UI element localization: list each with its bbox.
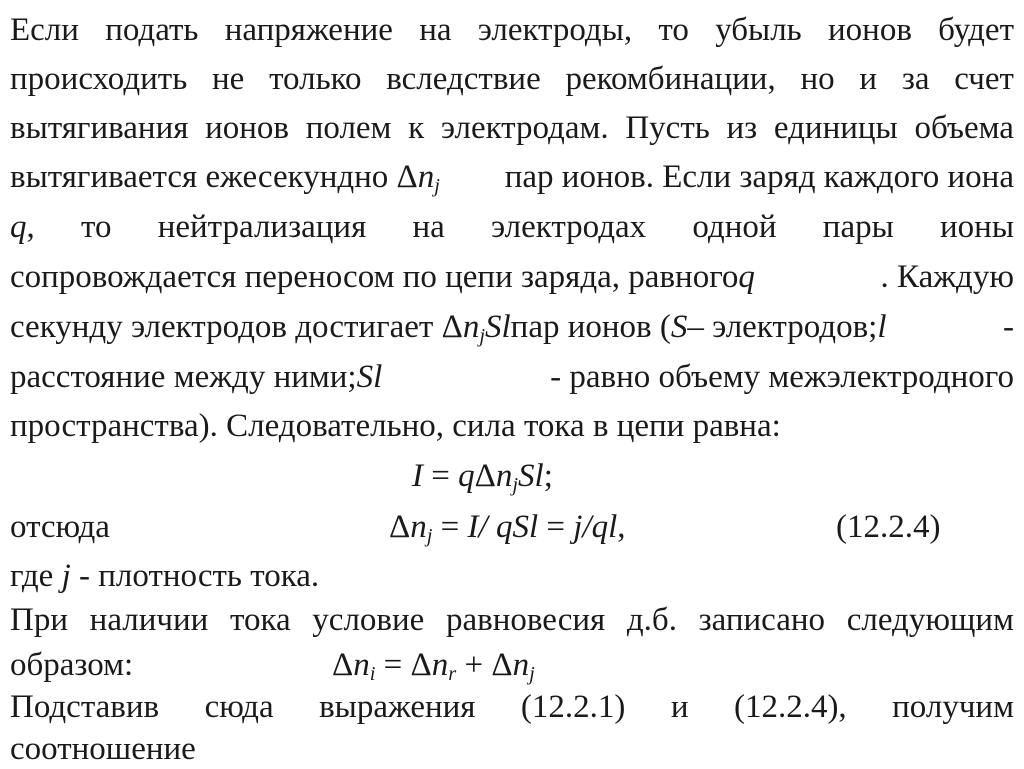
word: подать [105, 12, 199, 48]
word: к [408, 110, 425, 146]
word: объема [914, 110, 1014, 146]
formula-delta-nj: $\Delta n_j = I/$ qSl = j/ql, [389, 509, 626, 548]
word: полем [305, 110, 392, 146]
word: выражения [319, 689, 476, 725]
word: д.б. [626, 602, 677, 638]
word: При [10, 602, 68, 638]
word: не [212, 61, 245, 97]
word: записано [698, 602, 826, 638]
word: тока [229, 602, 291, 638]
text-line-6: сопровождается переносом по цепи заряда, равногоq . Каждую [10, 259, 1014, 295]
word: (12.2.4), [733, 689, 847, 725]
text-line-15 [10, 687, 1014, 727]
text-line-2 [10, 59, 1014, 99]
label-obrazom: образом: [10, 647, 134, 683]
word: и [859, 61, 878, 97]
word: рекомбинации, [565, 61, 776, 97]
word: (12.2.1) [520, 689, 626, 725]
word: Пусть [625, 110, 710, 146]
equation-number: (12.2.4) [836, 509, 941, 545]
word: равновесия [445, 602, 606, 638]
word: Подставив [10, 689, 160, 725]
label-otsyuda: отсюда [10, 509, 110, 545]
word: на [419, 12, 452, 48]
word: происходить [10, 61, 188, 97]
word: следующим [846, 602, 1014, 638]
word: и [670, 689, 689, 725]
word: будет [938, 12, 1014, 48]
text-line-4: вытягивается ежесекундно $\Delta n_j$ пар ионов. Если заряд каждого иона [10, 159, 1014, 198]
word: вследствие [386, 61, 541, 97]
word: получим [892, 689, 1014, 725]
word: наличии [89, 602, 209, 638]
text-line-7: секунду электродов достигает $\Delta n_jSlпар$ ионов (S– электродов;l - [10, 309, 1014, 348]
text-line-8: расстояние между ними;Sl - равно объему межэлектродного [10, 359, 1014, 395]
word: сюда [204, 689, 274, 725]
word: электродам. [440, 110, 609, 146]
word: ионов [828, 12, 912, 48]
formula-current: I = qΔn$_j$Sl; [412, 458, 553, 497]
word: за [901, 61, 930, 97]
word: вытягивания [10, 110, 189, 146]
text-line-13 [10, 600, 1014, 640]
word: условие [312, 602, 425, 638]
word: то [658, 12, 689, 48]
word: убыль [715, 12, 802, 48]
text-line-12: где j - плотность тока. [10, 558, 320, 594]
text-line-3 [10, 108, 1014, 148]
word: электроды, [477, 12, 633, 48]
word: единицы [773, 110, 898, 146]
text-line-16: соотношение [10, 731, 196, 767]
word: напряжение [224, 12, 393, 48]
text-line-9: пространства). Следовательно, сила тока в цепи равна: [10, 408, 781, 444]
word: счет [954, 61, 1014, 97]
word: Если [10, 12, 79, 48]
text-line-1 [10, 10, 1014, 50]
formula-balance: $\Delta n_i = \Delta n_r + \Delta n_j$ [332, 647, 535, 686]
text-line-5: q, то нейтрализация на электродах одной пары ионы [10, 209, 1014, 245]
word: ионов [205, 110, 290, 146]
word: из [726, 110, 758, 146]
word: только [269, 61, 362, 97]
word: но [800, 61, 835, 97]
